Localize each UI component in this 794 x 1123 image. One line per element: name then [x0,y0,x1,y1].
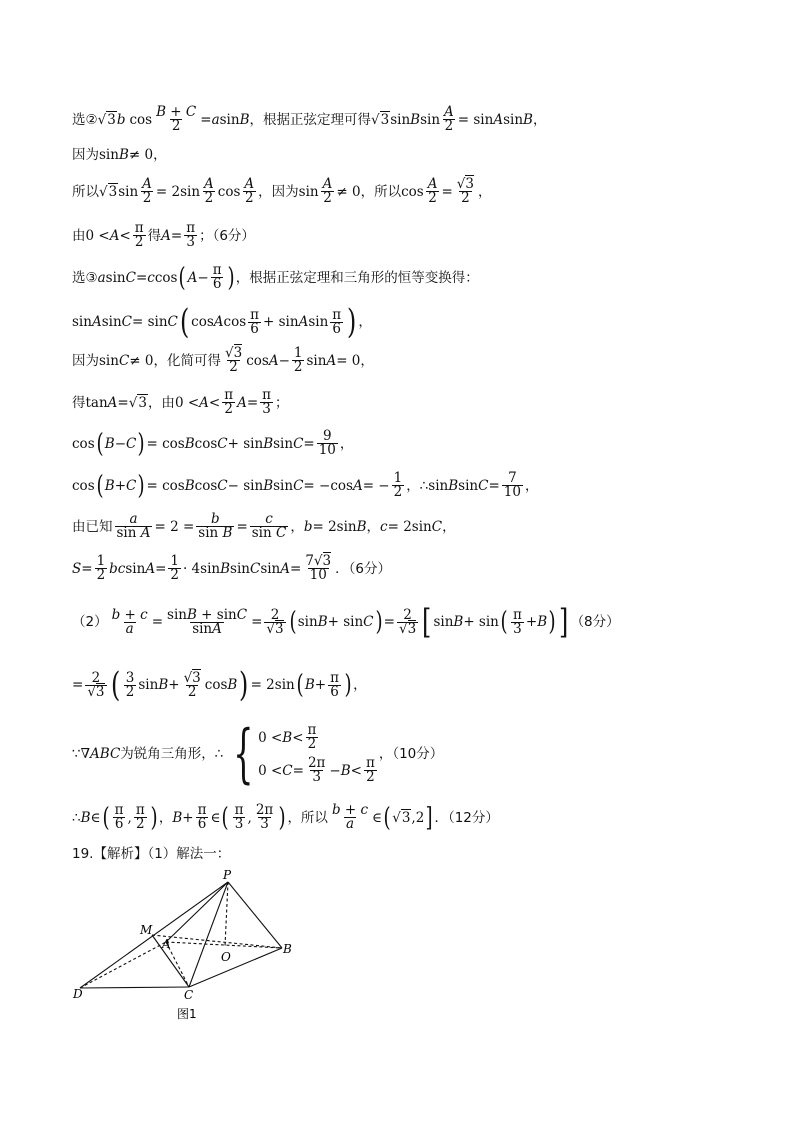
text: 为锐角三角形，∴ [120,746,224,762]
text: ， [153,147,167,163]
edge-CB [189,948,282,987]
text: sin [99,147,119,163]
edge-DA [80,942,166,988]
line-14: = $\frac{2}{√3}$ ( $\frac{3}{2}$ sin B + $\frac{√3}{2}$ cos B ) = 2sin ( B + $\frac{\pi}{6}$ ) ， [72,665,367,705]
text: ， [290,518,304,535]
line-15: ∵ ∇ ABC 为锐角三角形，∴ { 0 < B < $\frac{\pi}{2}$ 0 < C = $\frac{2\pi}{3}$ − B < $\frac{\pi}{2}$ ，（10分） [72,717,444,791]
text: ，由 [147,394,175,411]
line-10: cos ( B + C ) = cos B cos C − sin B sin C = −cos A = − $\frac{1}{2}$ ，∴ sin B sin C = $\frac{7}{10}$ ， [72,470,539,501]
edge-PO [225,882,228,946]
text: ， [442,518,456,535]
geometry-figure [70,868,310,1028]
line-16: ∴ B ∈ ( $\frac{\pi}{6}$ , $\frac{\pi}{2}$ ) ， B + $\frac{\pi}{6}$ ∈ ( $\frac{\pi}{3}$ , $\frac{2\pi}{3}$ ) ，所以 $\frac{b + c}{a}$ ∈ ( √3 ,2 ] ．（12分） [72,802,499,833]
label-O: O [221,950,231,964]
line-6: sin A sin C = sin C ( cos A cos $\frac{\pi}{6}$ + sin A sin $\frac{\pi}{6}$ ) ， [72,302,372,342]
sqrt: √3 [97,111,116,128]
text: ， [158,809,173,826]
text: ≠ 0 [128,147,154,163]
line-2 [72,146,167,164]
text: （2） [72,614,108,630]
text: ，所以 [360,183,402,200]
line-4: 由 0 < A < $\frac{\pi}{2}$ 得 A = $\frac{\pi}{3}$ ；（6分） [72,220,255,250]
text: 所以 [72,183,99,200]
label-M: M [140,923,153,937]
text: ∵ [72,746,81,762]
text: ，（10分） [378,746,444,762]
text: ， [339,435,354,452]
text: 由已知 [72,518,113,535]
edge-AB [166,942,282,948]
edge-PB [228,882,282,948]
line-3: 所以 √3 sin $\frac{A}{2}$ = 2sin $\frac{A}{2}$ cos $\frac{A}{2}$ ，因为 sin $\frac{A}{2}$ ≠ 0 ，所以 cos $\frac{A}{2}$ = $\frac{√3}{2}$ ， [72,176,492,206]
text: ，根据正弦定理和三角形的恒等变换得： [235,269,479,286]
line-17 [72,845,230,863]
text: ， [532,111,547,128]
text: ，因为 [258,183,299,200]
text: ．（12分） [434,809,499,826]
text: 得 [147,227,162,244]
line-13: （2） $\frac{b + c}{a}$ = $\frac{\sin B + \sin C}{\sin A}$ = $\frac{2}{√3}$ ( sin B + sin C ) = $\frac{2}{√3}$ [ sin B + sin ( $\frac{\pi}{3}$ + B ) ] （8分） [72,602,620,642]
line-1: 选② √3 b cos $\frac{B + C}{2}$ = a sin B ，根据正弦定理可得 √3 sin B sin $\frac{A}{2}$ = sin A sin B ， [72,104,547,134]
line-12: S = $\frac{1}{2}$ bc sin A = $\frac{1}{2}$ · 4sin B sin C sin A = $\frac{7√3}{10}$ ．（6分） [72,553,391,583]
figure-caption: 图1 [177,1007,197,1021]
text: 因为 [72,147,99,163]
text: ∴ [72,809,81,826]
text: ，∴ [406,477,429,494]
label-D: D [73,987,83,1001]
text: ， [360,352,374,369]
text: ， [358,314,372,330]
line-7: 因为 sin C ≠ 0 ，化简可得 $\frac{√3}{2}$ cos A − $\frac{1}{2}$ sin A = 0 ， [72,345,374,375]
line-8: 得 tan A = √3 ，由 0 < A < $\frac{\pi}{2}$ A = $\frac{\pi}{3}$ ； [72,387,289,417]
text: 选③ [72,269,98,286]
label-A: A [162,937,171,951]
text: ，所以 [287,809,328,826]
line-11: 由已知 $\frac{a}{\text{sin A}}$ = 2 = $\frac{b}{\text{sin B}}$ = $\frac{c}{\text{sin C}}$ ， b = 2sin B ， c = 2sin C ， [72,511,456,541]
text: （8分） [570,614,620,630]
text: 得 [72,394,86,411]
text: ，根据正弦定理可得 [249,111,371,128]
edge-PA [166,882,228,942]
fraction: $\frac{B + C}{2}$ [156,104,197,134]
edge-DC [80,987,189,988]
label-C: C [184,988,194,1002]
line-9: cos ( B − C ) = cos B cos C + sin B sin C = $\frac{9}{10}$ ， [72,428,354,459]
text: ， [353,677,367,693]
text: ， [524,477,539,494]
line-5: 选③ a sin C = c cos ( A − $\frac{\pi}{6}$ ) ，根据正弦定理和三角形的恒等变换得： [72,262,479,293]
text: 因为 [72,352,99,369]
text: ；（6分） [199,227,255,244]
text: ， [366,518,381,535]
inequality-system: { 0 < B < $\frac{\pi}{2}$ 0 < C = $\frac{2\pi}{3}$ − B < $\frac{\pi}{2}$ [233,717,375,791]
text: 由 [72,227,86,244]
text: ．（6分） [335,560,391,577]
text: ； [275,394,289,411]
text: ， [477,183,492,200]
text: 选② [72,111,98,128]
text: ，化简可得 [153,352,221,369]
text: B [118,147,129,163]
text: 19.【解析】（1）解法一： [72,846,231,862]
label-P: P [223,868,232,882]
label-B: B [283,942,292,956]
edge-PC [189,882,228,987]
